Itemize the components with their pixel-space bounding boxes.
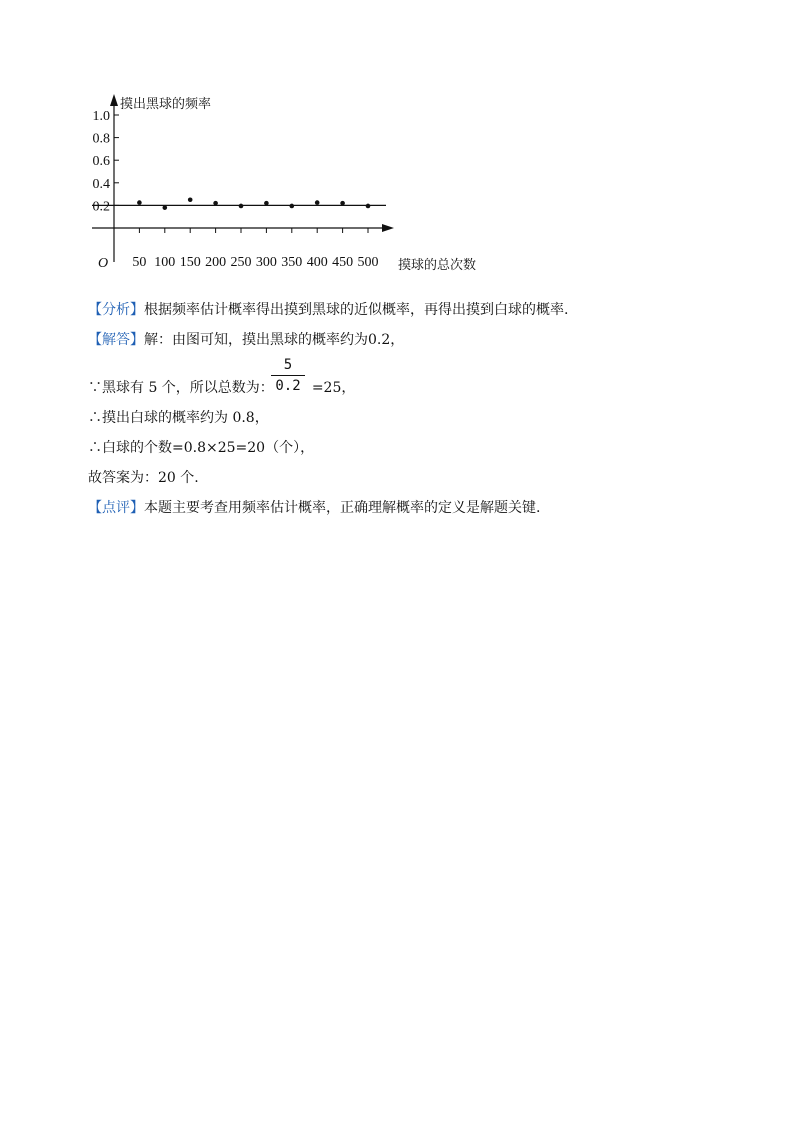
white-probability-line bbox=[88, 408, 269, 428]
analysis-tag: 【分析】 bbox=[88, 302, 144, 318]
data-point-150 bbox=[188, 197, 193, 202]
y-tick-label-0.8: 0.8 bbox=[92, 131, 110, 147]
x-tick-label-300: 300 bbox=[255, 255, 277, 270]
x-axis-arrow bbox=[382, 224, 394, 232]
white-count-text: ∴白球的个数=0.8×25=20（个）， bbox=[88, 440, 315, 456]
x-axis-label: 摸球的总次数 bbox=[398, 257, 477, 272]
x-tick-label-450: 450 bbox=[332, 255, 354, 270]
data-point-250 bbox=[239, 204, 244, 209]
total-count-line bbox=[88, 378, 355, 398]
y-tick-label-0.4: 0.4 bbox=[92, 176, 110, 192]
analysis-line bbox=[88, 300, 568, 320]
data-point-200 bbox=[213, 201, 218, 206]
x-tick-label-100: 100 bbox=[154, 255, 176, 270]
x-tick-label-150: 150 bbox=[179, 255, 201, 270]
white-probability-text: ∴摸出白球的概率约为 0.8， bbox=[88, 410, 269, 426]
x-tick-label-200: 200 bbox=[205, 255, 227, 270]
final-answer-text: 故答案为：20 个. bbox=[88, 470, 199, 486]
data-point-100 bbox=[163, 205, 168, 210]
comment-tag: 【点评】 bbox=[88, 500, 144, 516]
data-point-350 bbox=[290, 204, 295, 209]
final-answer-line bbox=[88, 468, 199, 488]
answer-line bbox=[88, 330, 404, 350]
fraction-numerator: 5 bbox=[283, 357, 293, 373]
fraction-5-over-0-2 bbox=[271, 356, 305, 395]
frequency-scatter-chart bbox=[80, 86, 510, 276]
y-tick-label-0.6: 0.6 bbox=[92, 154, 110, 170]
comment-text: 本题主要考查用频率估计概率，正确理解概率的定义是解题关键. bbox=[144, 500, 541, 516]
data-point-300 bbox=[264, 201, 269, 206]
data-point-400 bbox=[315, 200, 320, 205]
data-points bbox=[137, 197, 370, 210]
y-tick-label-1.0: 1.0 bbox=[92, 109, 110, 124]
x-tick-label-400: 400 bbox=[306, 255, 328, 270]
answer-tag: 【解答】 bbox=[88, 332, 144, 348]
white-count-line bbox=[88, 438, 314, 458]
y-tick-label-0.2: 0.2 bbox=[92, 199, 110, 215]
x-axis-ticks bbox=[132, 228, 378, 270]
comment-line bbox=[88, 498, 540, 518]
x-tick-label-500: 500 bbox=[357, 255, 379, 270]
y-axis-ticks bbox=[93, 109, 120, 214]
total-count-suffix: =25， bbox=[311, 380, 356, 396]
fraction-bar bbox=[271, 375, 305, 376]
answer-text: 解：由图可知，摸出黑球的概率约为0.2， bbox=[144, 332, 405, 348]
chart-axes bbox=[92, 94, 394, 262]
x-tick-label-350: 350 bbox=[281, 255, 303, 270]
y-axis-arrow bbox=[110, 94, 118, 106]
data-point-500 bbox=[366, 204, 371, 209]
analysis-text: 根据频率估计概率得出摸到黑球的近似概率，再得出摸到白球的概率. bbox=[144, 302, 569, 318]
y-axis-label: 摸出黑球的频率 bbox=[120, 96, 212, 111]
x-tick-label-250: 250 bbox=[230, 255, 252, 270]
fraction-denominator: 0.2 bbox=[275, 378, 301, 394]
data-point-450 bbox=[340, 201, 345, 206]
total-count-prefix: ∵黑球有 5 个，所以总数为： bbox=[88, 380, 274, 396]
data-point-50 bbox=[137, 200, 142, 205]
x-tick-label-50: 50 bbox=[132, 255, 147, 270]
origin-label: O bbox=[98, 256, 109, 271]
